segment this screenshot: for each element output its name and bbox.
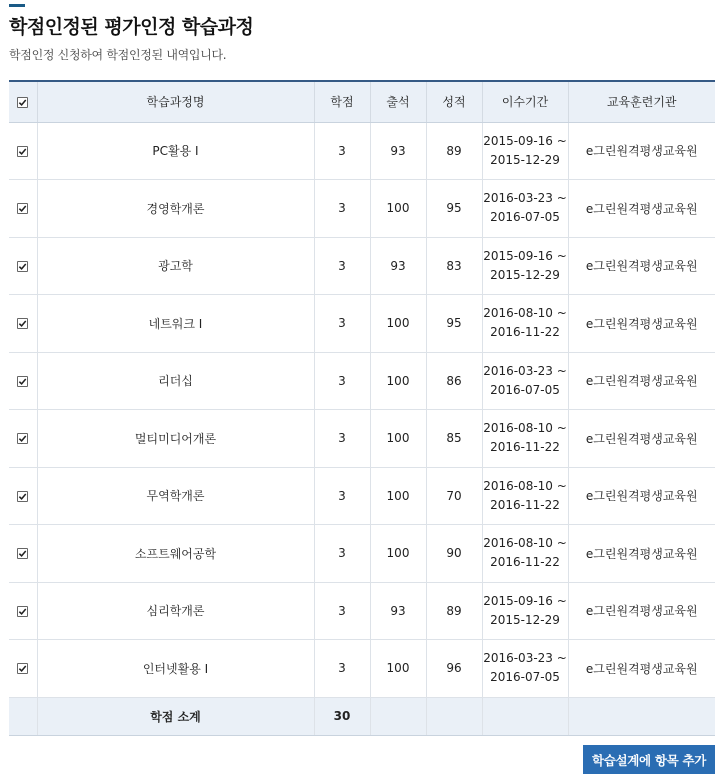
subtotal-empty-cell [426, 697, 482, 735]
course-name-cell: 무역학개론 [37, 467, 314, 525]
period-cell [482, 237, 568, 295]
period-end: 2016-07-05 [490, 382, 560, 397]
grade-cell: 70 [426, 467, 482, 525]
subtotal-row [9, 697, 715, 735]
institution-cell: e그린원격평생교육원 [568, 582, 715, 640]
checkbox-checked-icon [18, 434, 27, 443]
period-start: 2016-08-10 ~ [483, 478, 567, 493]
row-checkbox[interactable] [17, 203, 28, 214]
period-end: 2015-12-29 [490, 267, 560, 282]
checkbox-checked-icon [18, 319, 27, 328]
institution-cell: e그린원격평생교육원 [568, 122, 715, 180]
checkbox-checked-icon [18, 262, 27, 271]
period-start: 2016-03-23 ~ [483, 363, 567, 378]
period-cell [482, 525, 568, 583]
period-end: 2016-11-22 [490, 440, 560, 455]
checkbox-checked-icon [18, 492, 27, 501]
grade-cell: 85 [426, 410, 482, 468]
institution-cell: e그린원격평생교육원 [568, 467, 715, 525]
row-select-cell [9, 352, 37, 410]
period-end: 2015-12-29 [490, 152, 560, 167]
course-name-cell: 인터넷활용 Ⅰ [37, 640, 314, 698]
credits-cell: 3 [314, 295, 370, 353]
course-name-cell: 리더십 [37, 352, 314, 410]
row-checkbox[interactable] [17, 318, 28, 329]
page-subtitle: 학점인정 신청하여 학점인정된 내역입니다. [9, 48, 227, 62]
credits-cell: 3 [314, 237, 370, 295]
institution-cell: e그린원격평생교육원 [568, 410, 715, 468]
grade-cell: 95 [426, 295, 482, 353]
subtotal-credits: 30 [314, 697, 370, 735]
period-end: 2016-11-22 [490, 555, 560, 570]
attendance-cell: 100 [370, 180, 426, 238]
checkbox-checked-icon [18, 204, 27, 213]
select-all-cell [9, 81, 37, 122]
period-end: 2015-12-29 [490, 612, 560, 627]
period-start: 2016-03-23 ~ [483, 651, 567, 666]
institution-cell: e그린원격평생교육원 [568, 525, 715, 583]
row-select-cell [9, 295, 37, 353]
attendance-cell: 100 [370, 640, 426, 698]
table-row [9, 180, 715, 238]
row-checkbox[interactable] [17, 433, 28, 444]
header-grade: 성적 [426, 81, 482, 122]
period-end: 2016-11-22 [490, 325, 560, 340]
period-cell [482, 582, 568, 640]
course-name-cell: 광고학 [37, 237, 314, 295]
course-name-cell: 멀티미디어개론 [37, 410, 314, 468]
period-end: 2016-11-22 [490, 497, 560, 512]
period-start: 2016-08-10 ~ [483, 536, 567, 551]
table-row [9, 410, 715, 468]
row-select-cell [9, 640, 37, 698]
subtotal-empty-cell [370, 697, 426, 735]
institution-cell: e그린원격평생교육원 [568, 295, 715, 353]
row-select-cell [9, 467, 37, 525]
table-header-row [9, 81, 715, 122]
period-start: 2016-08-10 ~ [483, 421, 567, 436]
period-end: 2016-07-05 [490, 670, 560, 685]
period-start: 2015-09-16 ~ [483, 133, 567, 148]
table-row [9, 352, 715, 410]
header-credits: 학점 [314, 81, 370, 122]
period-cell [482, 180, 568, 238]
table-row [9, 467, 715, 525]
checkbox-checked-icon [18, 98, 27, 107]
attendance-cell: 100 [370, 467, 426, 525]
institution-cell: e그린원격평생교육원 [568, 640, 715, 698]
row-select-cell [9, 180, 37, 238]
period-cell [482, 122, 568, 180]
institution-cell: e그린원격평생교육원 [568, 352, 715, 410]
subtotal-empty-cell [482, 697, 568, 735]
period-cell [482, 467, 568, 525]
attendance-cell: 93 [370, 237, 426, 295]
table-row [9, 582, 715, 640]
attendance-cell: 100 [370, 525, 426, 583]
header-attendance: 출석 [370, 81, 426, 122]
attendance-cell: 100 [370, 295, 426, 353]
period-start: 2015-09-16 ~ [483, 248, 567, 263]
period-cell [482, 410, 568, 468]
attendance-cell: 93 [370, 582, 426, 640]
period-start: 2015-09-16 ~ [483, 593, 567, 608]
table-row [9, 237, 715, 295]
row-select-cell [9, 582, 37, 640]
credits-cell: 3 [314, 122, 370, 180]
institution-cell: e그린원격평생교육원 [568, 180, 715, 238]
grade-cell: 89 [426, 582, 482, 640]
course-name-cell: PC활용 Ⅰ [37, 122, 314, 180]
table-row [9, 122, 715, 180]
period-cell [482, 640, 568, 698]
grade-cell: 95 [426, 180, 482, 238]
period-cell [482, 352, 568, 410]
course-name-cell: 소프트웨어공학 [37, 525, 314, 583]
header-institution: 교육훈련기관 [568, 81, 715, 122]
subtotal-empty-cell [568, 697, 715, 735]
period-start: 2016-08-10 ~ [483, 306, 567, 321]
checkbox-checked-icon [18, 147, 27, 156]
page-title: 학점인정된 평가인정 학습과정 [9, 16, 254, 38]
subtotal-label: 학점 소계 [37, 697, 314, 735]
title-accent-bar [9, 4, 25, 7]
period-end: 2016-07-05 [490, 210, 560, 225]
table-row [9, 640, 715, 698]
row-select-cell [9, 122, 37, 180]
row-checkbox[interactable] [17, 548, 28, 559]
attendance-cell: 100 [370, 410, 426, 468]
attendance-cell: 100 [370, 352, 426, 410]
course-name-cell: 네트워크 Ⅰ [37, 295, 314, 353]
course-name-cell: 경영학개론 [37, 180, 314, 238]
institution-cell: e그린원격평생교육원 [568, 237, 715, 295]
attendance-cell: 93 [370, 122, 426, 180]
credits-table-container [9, 80, 715, 736]
checkbox-checked-icon [18, 607, 27, 616]
table-body [9, 122, 715, 735]
credits-cell: 3 [314, 410, 370, 468]
checkbox-checked-icon [18, 664, 27, 673]
row-checkbox[interactable] [17, 606, 28, 617]
period-start: 2016-03-23 ~ [483, 191, 567, 206]
header-course-name: 학습과정명 [37, 81, 314, 122]
credits-cell: 3 [314, 467, 370, 525]
table-row [9, 295, 715, 353]
grade-cell: 83 [426, 237, 482, 295]
credits-cell: 3 [314, 352, 370, 410]
course-name-cell: 심리학개론 [37, 582, 314, 640]
grade-cell: 96 [426, 640, 482, 698]
grade-cell: 90 [426, 525, 482, 583]
credits-cell: 3 [314, 525, 370, 583]
row-select-cell [9, 525, 37, 583]
row-checkbox[interactable] [17, 146, 28, 157]
select-all-checkbox[interactable] [17, 97, 28, 108]
credits-cell: 3 [314, 180, 370, 238]
grade-cell: 89 [426, 122, 482, 180]
period-cell [482, 295, 568, 353]
row-select-cell [9, 237, 37, 295]
row-checkbox[interactable] [17, 491, 28, 502]
checkbox-checked-icon [18, 377, 27, 386]
header-period: 이수기간 [482, 81, 568, 122]
row-checkbox[interactable] [17, 663, 28, 674]
table-row [9, 525, 715, 583]
row-checkbox[interactable] [17, 261, 28, 272]
subtotal-empty-cell [9, 697, 37, 735]
grade-cell: 86 [426, 352, 482, 410]
credits-table [9, 80, 715, 736]
row-select-cell [9, 410, 37, 468]
credits-cell: 3 [314, 640, 370, 698]
row-checkbox[interactable] [17, 376, 28, 387]
credits-cell: 3 [314, 582, 370, 640]
checkbox-checked-icon [18, 549, 27, 558]
add-to-study-plan-button[interactable]: 학습설계에 항목 추가 [583, 745, 715, 774]
